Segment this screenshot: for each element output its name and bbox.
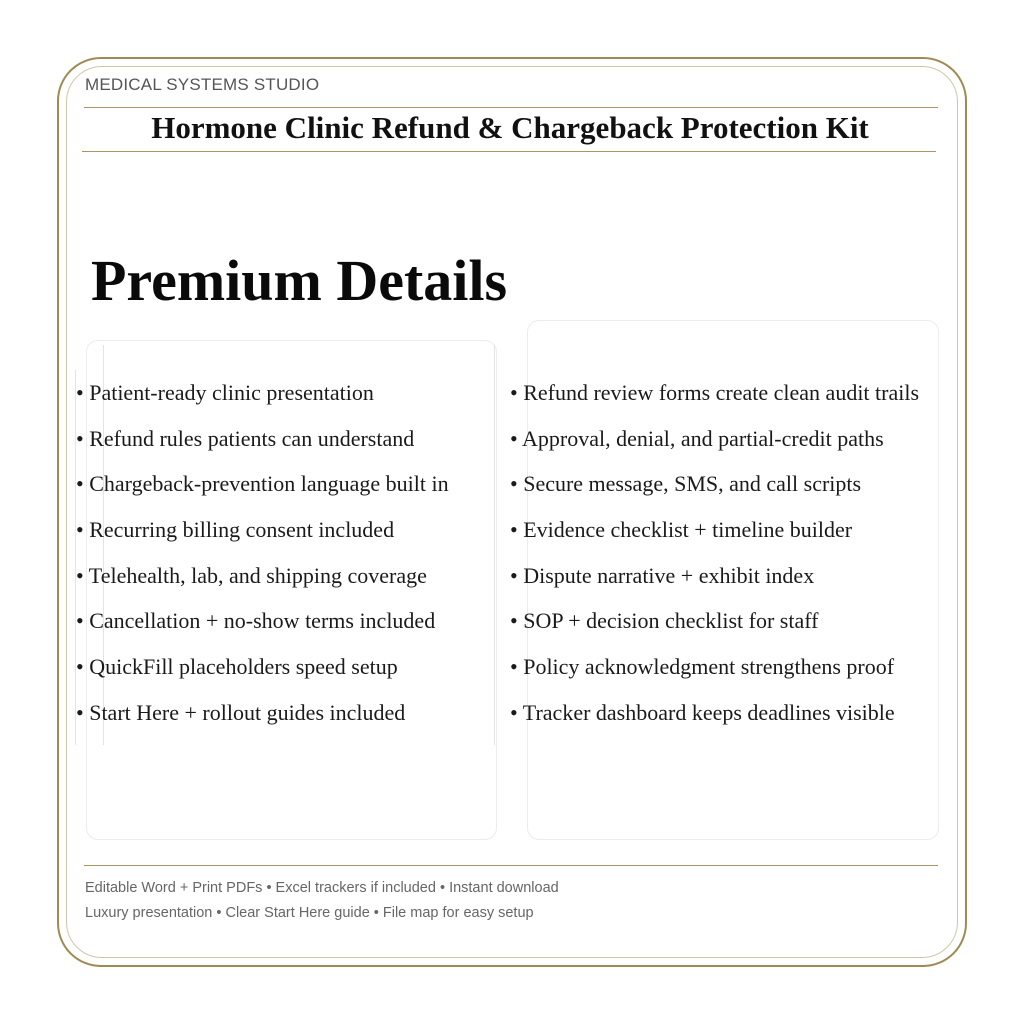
- list-item: • Telehealth, lab, and shipping coverage: [76, 562, 427, 588]
- kit-title: Hormone Clinic Refund & Chargeback Protection Kit: [151, 110, 869, 145]
- footer-line-2: Luxury presentation • Clear Start Here guide • File map for easy setup: [85, 905, 534, 921]
- list-item: • Dispute narrative + exhibit index: [510, 562, 815, 588]
- list-item: • Chargeback-prevention language built in: [76, 471, 449, 497]
- list-item: • Patient-ready clinic presentation: [76, 380, 374, 405]
- list-item: • Cancellation + no-show terms included: [76, 608, 436, 634]
- list-item: • Secure message, SMS, and call scripts: [510, 471, 862, 497]
- list-item: • Evidence checklist + timeline builder: [510, 517, 853, 543]
- header-rule-bottom: [82, 151, 936, 152]
- header-rule-top: [84, 107, 938, 108]
- left-card-right-edge: [494, 345, 495, 745]
- brand-label: MEDICAL SYSTEMS STUDIO: [85, 75, 320, 94]
- list-item: • Refund review forms create clean audit trails: [510, 380, 920, 405]
- list-item: • Approval, denial, and partial-credit paths: [510, 425, 884, 451]
- footer-line-1: Editable Word + Print PDFs • Excel trackers if included • Instant download: [85, 880, 559, 896]
- page-heading: Premium Details: [91, 248, 508, 313]
- list-item: • Policy acknowledgment strengthens proof: [510, 654, 895, 680]
- left-feature-list: [76, 380, 449, 746]
- footer-rule: [84, 865, 938, 866]
- list-item: • Tracker dashboard keeps deadlines visible: [510, 699, 895, 725]
- right-feature-list: [510, 380, 919, 746]
- list-item: • QuickFill placeholders speed setup: [76, 654, 398, 680]
- list-item: • Refund rules patients can understand: [76, 425, 415, 451]
- list-item: • Recurring billing consent included: [76, 517, 395, 543]
- list-item: • SOP + decision checklist for staff: [510, 608, 819, 634]
- list-item: • Start Here + rollout guides included: [76, 699, 406, 725]
